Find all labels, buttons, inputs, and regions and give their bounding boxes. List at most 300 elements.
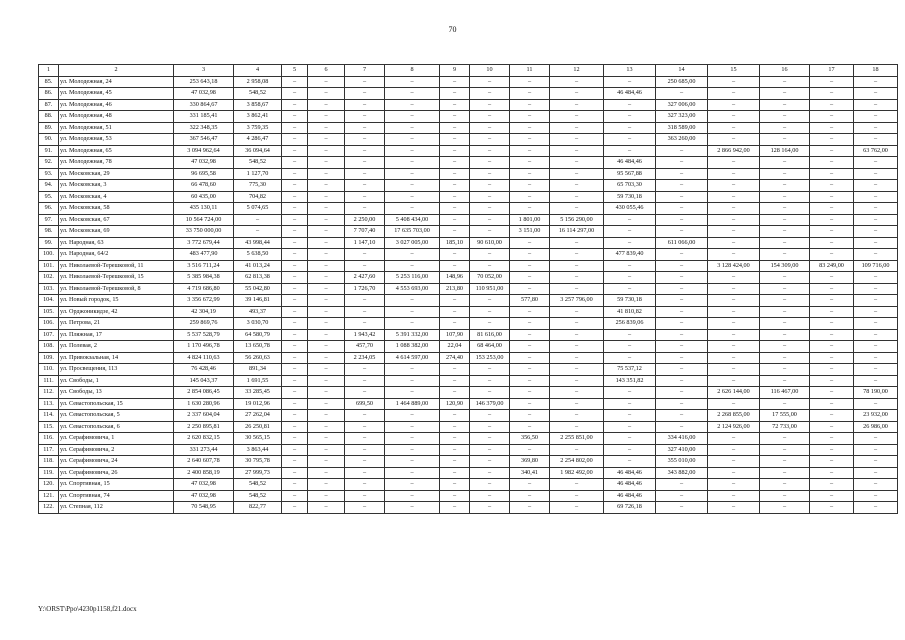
value-cell: 5 253 116,00	[385, 272, 440, 284]
value-cell: 75 537,12	[604, 364, 656, 376]
column-header: 8	[385, 65, 440, 77]
value-cell: 76 428,46	[174, 364, 234, 376]
table-row	[39, 145, 898, 157]
table-row	[39, 375, 898, 387]
value-cell: –	[385, 191, 440, 203]
value-cell: –	[550, 260, 604, 272]
value-cell: –	[604, 122, 656, 134]
value-cell: –	[708, 433, 760, 445]
row-number-cell: 104.	[39, 295, 59, 307]
value-cell: –	[510, 283, 550, 295]
value-cell: –	[810, 180, 854, 192]
value-cell: –	[760, 111, 810, 123]
value-cell: –	[510, 111, 550, 123]
value-cell: –	[510, 341, 550, 353]
address-cell: ул. Просвещения, 113	[59, 364, 174, 376]
value-cell: –	[550, 203, 604, 215]
value-cell: –	[282, 88, 308, 100]
value-cell: –	[550, 364, 604, 376]
value-cell: 72 733,00	[760, 421, 810, 433]
value-cell: 330 864,67	[174, 99, 234, 111]
table-row	[39, 237, 898, 249]
value-cell: 59 730,18	[604, 295, 656, 307]
value-cell: 46 484,46	[604, 490, 656, 502]
value-cell: –	[282, 433, 308, 445]
table-row	[39, 180, 898, 192]
value-cell: 46 484,46	[604, 157, 656, 169]
value-cell: –	[470, 203, 510, 215]
value-cell: –	[854, 306, 898, 318]
value-cell: –	[470, 111, 510, 123]
row-number-cell: 101.	[39, 260, 59, 272]
value-cell: –	[385, 134, 440, 146]
value-cell: –	[760, 341, 810, 353]
table-row	[39, 329, 898, 341]
value-cell: –	[810, 191, 854, 203]
address-cell: ул. Московская, 3	[59, 180, 174, 192]
value-cell: –	[708, 295, 760, 307]
value-cell: 81 616,00	[470, 329, 510, 341]
value-cell: –	[470, 364, 510, 376]
value-cell: –	[550, 306, 604, 318]
value-cell: –	[604, 99, 656, 111]
value-cell: –	[282, 295, 308, 307]
value-cell: –	[470, 444, 510, 456]
value-cell: –	[854, 88, 898, 100]
table-header-row	[39, 65, 898, 77]
value-cell: –	[510, 88, 550, 100]
value-cell: 107,90	[440, 329, 470, 341]
address-cell: ул. Степная, 112	[59, 502, 174, 514]
value-cell: –	[308, 122, 345, 134]
value-cell: –	[440, 180, 470, 192]
value-cell: 153 253,00	[470, 352, 510, 364]
row-number-cell: 99.	[39, 237, 59, 249]
value-cell: –	[234, 214, 282, 226]
value-cell: –	[440, 295, 470, 307]
value-cell: 355 010,00	[656, 456, 708, 468]
address-cell: ул. Московская, 67	[59, 214, 174, 226]
value-cell: 7 707,40	[345, 226, 385, 238]
value-cell: –	[282, 272, 308, 284]
value-cell: –	[510, 260, 550, 272]
value-cell: –	[854, 134, 898, 146]
value-cell: 22,04	[440, 341, 470, 353]
value-cell: –	[510, 191, 550, 203]
value-cell: –	[708, 168, 760, 180]
value-cell: 1 127,70	[234, 168, 282, 180]
value-cell: 56 260,63	[234, 352, 282, 364]
address-cell: ул. Петрова, 21	[59, 318, 174, 330]
value-cell: –	[385, 180, 440, 192]
value-cell: –	[440, 364, 470, 376]
value-cell: –	[550, 283, 604, 295]
value-cell: –	[810, 145, 854, 157]
value-cell: –	[345, 421, 385, 433]
value-cell: –	[385, 99, 440, 111]
address-cell: ул. Московская, 69	[59, 226, 174, 238]
address-cell: ул. Новый городок, 15	[59, 295, 174, 307]
value-cell: –	[656, 398, 708, 410]
value-cell: –	[854, 272, 898, 284]
value-cell: 109 716,00	[854, 260, 898, 272]
table-row	[39, 490, 898, 502]
value-cell: 2 866 942,00	[708, 145, 760, 157]
value-cell: 120,90	[440, 398, 470, 410]
value-cell: –	[810, 479, 854, 491]
value-cell: –	[282, 145, 308, 157]
value-cell: –	[282, 375, 308, 387]
value-cell: 47 032,98	[174, 479, 234, 491]
value-cell: –	[708, 352, 760, 364]
value-cell: –	[760, 272, 810, 284]
value-cell: –	[550, 122, 604, 134]
value-cell: –	[510, 352, 550, 364]
value-cell: –	[440, 467, 470, 479]
value-cell: –	[385, 490, 440, 502]
value-cell: 457,70	[345, 341, 385, 353]
row-number-cell: 85.	[39, 76, 59, 88]
value-cell: –	[308, 444, 345, 456]
value-cell: –	[510, 398, 550, 410]
table-row	[39, 444, 898, 456]
value-cell: –	[810, 214, 854, 226]
value-cell: –	[470, 375, 510, 387]
value-cell: –	[510, 421, 550, 433]
value-cell: 146 379,00	[470, 398, 510, 410]
table-row	[39, 479, 898, 491]
value-cell: 2 620 832,15	[174, 433, 234, 445]
value-cell: 704,82	[234, 191, 282, 203]
value-cell: –	[308, 467, 345, 479]
value-cell: 43 998,44	[234, 237, 282, 249]
value-cell: –	[854, 214, 898, 226]
value-cell: 274,40	[440, 352, 470, 364]
value-cell: –	[308, 283, 345, 295]
value-cell: –	[810, 168, 854, 180]
value-cell: –	[656, 421, 708, 433]
value-cell: –	[345, 191, 385, 203]
row-number-cell: 108.	[39, 341, 59, 353]
row-number-cell: 121.	[39, 490, 59, 502]
value-cell: 2 427,60	[345, 272, 385, 284]
address-cell: ул. Севастопольская, 6	[59, 421, 174, 433]
value-cell: –	[656, 490, 708, 502]
value-cell: –	[810, 226, 854, 238]
value-cell: –	[708, 318, 760, 330]
value-cell: 68 464,00	[470, 341, 510, 353]
value-cell: –	[760, 180, 810, 192]
value-cell: –	[604, 352, 656, 364]
value-cell: 334 416,00	[656, 433, 708, 445]
value-cell: –	[282, 398, 308, 410]
value-cell: –	[604, 444, 656, 456]
row-number-cell: 102.	[39, 272, 59, 284]
value-cell: –	[550, 318, 604, 330]
column-header: 13	[604, 65, 656, 77]
value-cell: –	[810, 387, 854, 399]
address-cell: ул. Московская, 58	[59, 203, 174, 215]
value-cell: –	[656, 387, 708, 399]
value-cell: 62 813,38	[234, 272, 282, 284]
value-cell: –	[708, 237, 760, 249]
value-cell: –	[760, 226, 810, 238]
value-cell: –	[708, 398, 760, 410]
value-cell: –	[656, 145, 708, 157]
value-cell: –	[385, 157, 440, 169]
value-cell: –	[810, 375, 854, 387]
value-cell: –	[308, 99, 345, 111]
value-cell: –	[708, 283, 760, 295]
address-cell: ул. Николаевой-Терешковой, 15	[59, 272, 174, 284]
value-cell: –	[760, 306, 810, 318]
value-cell: 33 285,45	[234, 387, 282, 399]
value-cell: 356,50	[510, 433, 550, 445]
row-number-cell: 122.	[39, 502, 59, 514]
value-cell: 2 250 895,81	[174, 421, 234, 433]
value-cell: 3 094 962,64	[174, 145, 234, 157]
value-cell: –	[345, 456, 385, 468]
value-cell: –	[345, 318, 385, 330]
table-row	[39, 76, 898, 88]
value-cell: –	[854, 502, 898, 514]
address-cell: ул. Московская, 4	[59, 191, 174, 203]
value-cell: –	[308, 260, 345, 272]
value-cell: –	[708, 490, 760, 502]
value-cell: –	[708, 375, 760, 387]
value-cell: –	[760, 456, 810, 468]
value-cell: 327 006,00	[656, 99, 708, 111]
address-cell: ул. Привокзальная, 14	[59, 352, 174, 364]
value-cell: –	[656, 283, 708, 295]
value-cell: 5 074,65	[234, 203, 282, 215]
value-cell: –	[810, 364, 854, 376]
address-cell: ул. Молодежная, 45	[59, 88, 174, 100]
value-cell: 30 565,15	[234, 433, 282, 445]
row-number-cell: 97.	[39, 214, 59, 226]
value-cell: –	[470, 490, 510, 502]
value-cell: –	[854, 111, 898, 123]
value-cell: –	[308, 387, 345, 399]
value-cell: –	[345, 99, 385, 111]
value-cell: –	[510, 490, 550, 502]
value-cell: –	[345, 467, 385, 479]
value-cell: 327 323,00	[656, 111, 708, 123]
value-cell: 331 185,41	[174, 111, 234, 123]
table-row	[39, 226, 898, 238]
value-cell: –	[604, 421, 656, 433]
value-cell: –	[810, 352, 854, 364]
value-cell: 2 337 604,04	[174, 410, 234, 422]
value-cell: –	[810, 329, 854, 341]
value-cell: 26 250,81	[234, 421, 282, 433]
value-cell: –	[708, 364, 760, 376]
address-cell: ул. Молодежная, 46	[59, 99, 174, 111]
table-row	[39, 352, 898, 364]
value-cell: –	[282, 111, 308, 123]
value-cell: –	[760, 467, 810, 479]
value-cell: 256 839,06	[604, 318, 656, 330]
row-number-cell: 95.	[39, 191, 59, 203]
value-cell: –	[345, 168, 385, 180]
row-number-cell: 86.	[39, 88, 59, 100]
value-cell: –	[510, 479, 550, 491]
value-cell: 148,96	[440, 272, 470, 284]
value-cell: –	[345, 111, 385, 123]
value-cell: 13 650,78	[234, 341, 282, 353]
value-cell: 822,77	[234, 502, 282, 514]
value-cell: –	[604, 214, 656, 226]
value-cell: –	[345, 295, 385, 307]
value-cell: –	[854, 157, 898, 169]
value-cell: –	[810, 318, 854, 330]
value-cell: –	[470, 76, 510, 88]
address-cell: ул. Свободы, 13	[59, 387, 174, 399]
value-cell: –	[385, 203, 440, 215]
value-cell: 39 146,81	[234, 295, 282, 307]
value-cell: –	[810, 341, 854, 353]
value-cell: –	[308, 272, 345, 284]
value-cell: 548,52	[234, 157, 282, 169]
value-cell: –	[760, 375, 810, 387]
value-cell: –	[234, 226, 282, 238]
value-cell: –	[440, 99, 470, 111]
value-cell: –	[854, 180, 898, 192]
value-cell: –	[282, 352, 308, 364]
value-cell: 46 484,46	[604, 479, 656, 491]
value-cell: –	[510, 364, 550, 376]
value-cell: –	[656, 260, 708, 272]
value-cell: –	[385, 122, 440, 134]
value-cell: –	[308, 318, 345, 330]
value-cell: –	[550, 88, 604, 100]
value-cell: 4 824 110,63	[174, 352, 234, 364]
value-cell: –	[385, 76, 440, 88]
value-cell: 33 750 000,00	[174, 226, 234, 238]
value-cell: –	[604, 433, 656, 445]
value-cell: –	[708, 180, 760, 192]
value-cell: –	[308, 226, 345, 238]
value-cell: –	[550, 375, 604, 387]
value-cell: 4 614 597,00	[385, 352, 440, 364]
value-cell: 65 703,30	[604, 180, 656, 192]
value-cell: –	[308, 134, 345, 146]
value-cell: –	[345, 249, 385, 261]
value-cell: –	[656, 329, 708, 341]
value-cell: –	[708, 341, 760, 353]
table-row	[39, 283, 898, 295]
value-cell: –	[345, 157, 385, 169]
row-number-cell: 103.	[39, 283, 59, 295]
value-cell: –	[854, 341, 898, 353]
value-cell: –	[550, 341, 604, 353]
value-cell: –	[550, 490, 604, 502]
value-cell: –	[550, 134, 604, 146]
value-cell: 2 958,08	[234, 76, 282, 88]
value-cell: 3 151,00	[510, 226, 550, 238]
value-cell: –	[440, 410, 470, 422]
row-number-cell: 118.	[39, 456, 59, 468]
value-cell: –	[656, 191, 708, 203]
value-cell: –	[345, 479, 385, 491]
row-number-cell: 94.	[39, 180, 59, 192]
value-cell: 3 863,44	[234, 444, 282, 456]
table-row	[39, 260, 898, 272]
value-cell: –	[385, 260, 440, 272]
value-cell: –	[810, 467, 854, 479]
column-header: 1	[39, 65, 59, 77]
value-cell: 23 932,00	[854, 410, 898, 422]
address-cell: ул. Орджоникидзе, 42	[59, 306, 174, 318]
value-cell: –	[510, 76, 550, 88]
value-cell: 435 130,11	[174, 203, 234, 215]
value-cell: 250 685,00	[656, 76, 708, 88]
value-cell: –	[760, 433, 810, 445]
value-cell: –	[308, 364, 345, 376]
value-cell: 3 516 711,24	[174, 260, 234, 272]
row-number-cell: 107.	[39, 329, 59, 341]
value-cell: –	[510, 318, 550, 330]
value-cell: –	[282, 341, 308, 353]
value-cell: 322 348,35	[174, 122, 234, 134]
value-cell: –	[385, 444, 440, 456]
value-cell: –	[470, 122, 510, 134]
value-cell: 369,80	[510, 456, 550, 468]
row-number-cell: 113.	[39, 398, 59, 410]
value-cell: –	[308, 433, 345, 445]
value-cell: 3 030,70	[234, 318, 282, 330]
value-cell: 66 478,60	[174, 180, 234, 192]
value-cell: –	[854, 467, 898, 479]
value-cell: –	[656, 168, 708, 180]
value-cell: –	[345, 180, 385, 192]
value-cell: 17 635 703,00	[385, 226, 440, 238]
value-cell: –	[708, 479, 760, 491]
table-row	[39, 410, 898, 422]
column-header: 5	[282, 65, 308, 77]
value-cell: –	[656, 318, 708, 330]
value-cell: 430 055,46	[604, 203, 656, 215]
value-cell: –	[810, 272, 854, 284]
table-row	[39, 295, 898, 307]
value-cell: –	[854, 318, 898, 330]
row-number-cell: 89.	[39, 122, 59, 134]
value-cell: –	[470, 99, 510, 111]
value-cell: –	[604, 329, 656, 341]
value-cell: –	[308, 88, 345, 100]
value-cell: –	[760, 479, 810, 491]
value-cell: –	[708, 249, 760, 261]
value-cell: –	[308, 479, 345, 491]
value-cell: –	[510, 387, 550, 399]
value-cell: –	[470, 295, 510, 307]
value-cell: –	[345, 364, 385, 376]
value-cell: 30 795,78	[234, 456, 282, 468]
value-cell: –	[550, 99, 604, 111]
table-row	[39, 168, 898, 180]
value-cell: 775,30	[234, 180, 282, 192]
value-cell: –	[760, 122, 810, 134]
value-cell: –	[810, 502, 854, 514]
value-cell: –	[760, 99, 810, 111]
value-cell: –	[810, 456, 854, 468]
value-cell: –	[470, 191, 510, 203]
value-cell: –	[440, 145, 470, 157]
value-cell: 548,52	[234, 479, 282, 491]
value-cell: 96 695,58	[174, 168, 234, 180]
value-cell: 63 762,00	[854, 145, 898, 157]
value-cell: –	[345, 145, 385, 157]
